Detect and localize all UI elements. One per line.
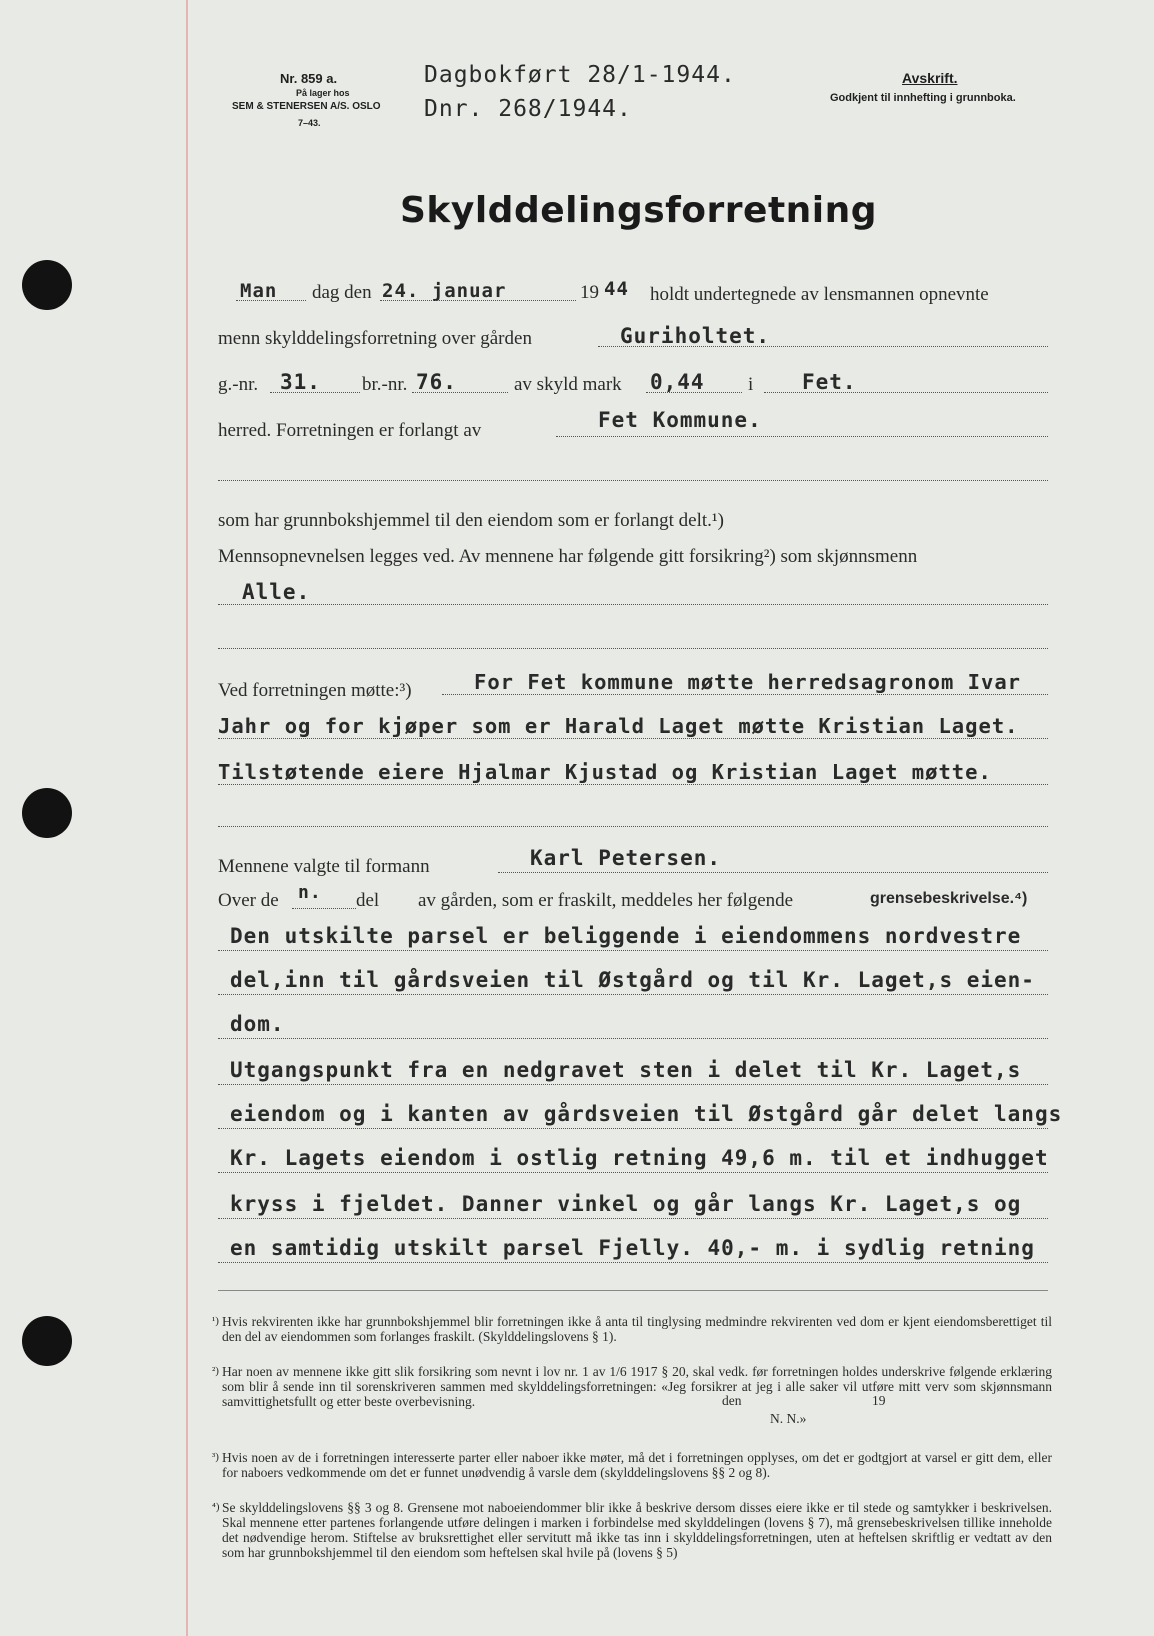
attendance-line-3: Tilstøtende eiere Hjalmar Kjustad og Kristian Laget møtte. <box>218 760 992 784</box>
chairman-label: Mennene valgte til formann <box>218 856 430 877</box>
chairman-line <box>498 872 1048 873</box>
place-value: Fet. <box>802 370 857 394</box>
day-name: Man <box>240 280 278 302</box>
brnr-value: 76. <box>416 370 457 394</box>
line-1-text: holdt undertegnede av lensmannen opnevnte <box>650 284 989 305</box>
line-2-text: menn skylddelingsforretning over gården <box>218 328 532 349</box>
body-rule-5 <box>218 1128 1048 1129</box>
blank-line-2 <box>218 648 1048 649</box>
footnote-2-den: den <box>722 1393 742 1408</box>
footnote-2-text: Har noen av mennene ikke gitt slik forsikring som nevnt i lov nr. 1 av 1/6 1917 § 20, skal vedk. før forretningen holdes underskrive følgende erklæring som blir å sende inn til sorenskriveren sammen med skylddelingsforretningen: «Jeg forsikrer at jeg i alle saker vil utføre mitt verv som skjønnsmann samvittighetsfullt og etter beste overbevisning. <box>222 1364 1052 1409</box>
line-6-text: Mennsopnevnelsen legges ved. Av mennene har følgende gitt forsikring²) som skjønnsmenn <box>218 546 918 567</box>
body-line-7: kryss i fjeldet. Danner vinkel og går langs Kr. Laget,s og <box>230 1192 1022 1216</box>
skyld-line <box>646 392 742 393</box>
footnote-2-year: 19 <box>872 1393 886 1408</box>
body-line-3: dom. <box>230 1012 285 1036</box>
register-stamp-line-2: Dnr. 268/1944. <box>424 96 632 122</box>
register-stamp-line-1: Dagbokført 28/1-1944. <box>424 62 736 88</box>
farm-line <box>598 346 1048 347</box>
footnote-4-number: ⁴) <box>212 1501 220 1513</box>
body-rule-8 <box>218 1262 1048 1263</box>
footnote-1-number: ¹) <box>212 1315 219 1327</box>
footnote-4-text: Se skylddelingslovens §§ 3 og 8. Grensene mot naboeiendommer blir ikke å beskrive dersom disses eiere ikke er til stede og samtykker i beskrivelsen. Skal mennene etter partenes forlangende utføre delingen i marken i forbindelse med skylddelingen (lovens § 7), må grensebeskrivelsen tillike inneholde det nødvendige herom. Stiftelse av bruksrettighet eller servitutt må ikke tas inn i skylddelingsforretningen, uten at heftelsen skriftlig er vedtatt av den som har grunnbokshjemmel til den eiendom som heftelsen skal hvile på (lovens § 5) <box>222 1500 1052 1560</box>
body-rule-4 <box>218 1084 1048 1085</box>
over-de-label: Over de <box>218 890 279 911</box>
body-line-5: eiendom og i kanten av gårdsveien til Østgård går delet langs <box>230 1102 1063 1126</box>
body-rule-6 <box>218 1172 1048 1173</box>
attendance-line-1: For Fet kommune møtte herredsagronom Ivar <box>474 670 1022 694</box>
chairman-name: Karl Petersen. <box>530 846 722 870</box>
day-name-line <box>236 300 306 301</box>
body-rule-3 <box>218 1038 1048 1039</box>
brnr-line <box>412 392 508 393</box>
gnr-line <box>270 392 360 393</box>
body-rule-7 <box>218 1218 1048 1219</box>
place-line <box>764 392 1048 393</box>
body-line-6: Kr. Lagets eiendom i ostlig retning 49,6 m. til et indhugget <box>230 1146 1049 1170</box>
boundary-heading: grensebeskrivelse.⁴) <box>870 890 1028 907</box>
footnote-2 <box>212 1364 1052 1439</box>
assessors-line <box>218 604 1048 605</box>
punch-hole-top <box>22 260 72 310</box>
printer-line-1: På lager hos <box>296 88 350 98</box>
line-12-text: av gården, som er fraskilt, meddeles her følgende <box>418 890 794 911</box>
date-line <box>380 300 576 301</box>
farm-name: Guriholtet. <box>620 324 771 348</box>
footnote-2-number: ²) <box>212 1365 219 1377</box>
footnote-3 <box>212 1450 1052 1480</box>
requester: Fet Kommune. <box>598 408 762 432</box>
footnote-1 <box>212 1314 1052 1344</box>
year-prefix: 19 <box>580 282 599 303</box>
line-4-text: herred. Forretningen er forlangt av <box>218 420 482 441</box>
dag-den-label: dag den <box>312 282 372 303</box>
skyld-value: 0,44 <box>650 370 705 394</box>
approval-note: Godkjent til innhefting i grunnboka. <box>830 92 1016 104</box>
copy-label: Avskrift. <box>902 70 958 86</box>
attendance-label: Ved forretningen møtte:³) <box>218 680 412 701</box>
blank-line-3 <box>218 826 1048 827</box>
blank-line-1 <box>218 480 1048 481</box>
del-label: del <box>356 890 380 911</box>
attendance-rule-1 <box>442 694 1048 695</box>
printer-line-3: 7–43. <box>298 118 321 128</box>
printer-line-2: SEM & STENERSEN A/S. OSLO <box>232 101 381 112</box>
body-line-1: Den utskilte parsel er beliggende i eiendommens nordvestre <box>230 924 1022 948</box>
footnote-2-signature: N. N.» <box>770 1411 807 1426</box>
part-line <box>292 908 356 909</box>
body-line-2: del,inn til gårdsveien til Østgård og til Kr. Laget,s eien- <box>230 968 1035 992</box>
body-line-8: en samtidig utskilt parsel Fjelly. 40,- m. i sydlig retning <box>230 1236 1035 1260</box>
body-rule-2 <box>218 994 1048 995</box>
body-line-4: Utgangspunkt fra en nedgravet sten i delet til Kr. Laget,s <box>230 1058 1022 1082</box>
form-number: Nr. 859 a. <box>280 71 338 86</box>
footnote-1-text: Hvis rekvirenten ikke har grunnbokshjemmel blir forretningen ikke å anta til tinglysing medmindre rekvirenten ved dom er kjent eiendomsberettiget til den del av eiendommen som forlanges fraskilt. (Skylddelingslovens § 1). <box>222 1314 1052 1344</box>
page-title: Skylddelingsforretning <box>400 190 878 231</box>
i-label: i <box>748 374 754 395</box>
line-5-text: som har grunnbokshjemmel til den eiendom som er forlangt delt.¹) <box>218 510 724 531</box>
footnote-3-number: ³) <box>212 1451 219 1463</box>
assessors-value: Alle. <box>242 580 311 604</box>
attendance-rule-2 <box>218 738 1048 739</box>
gnr-label: g.-nr. <box>218 374 259 395</box>
part-number: n. <box>298 882 322 903</box>
attendance-rule-3 <box>218 784 1048 785</box>
skyld-label: av skyld mark <box>514 374 622 395</box>
meeting-year: 44 <box>604 278 629 300</box>
margin-line <box>186 0 188 1636</box>
punch-hole-middle <box>22 788 72 838</box>
brnr-label: br.-nr. <box>362 374 408 395</box>
gnr-value: 31. <box>280 370 321 394</box>
punch-hole-bottom <box>22 1316 72 1366</box>
meeting-date: 24. januar <box>382 280 507 302</box>
body-rule-1 <box>218 950 1048 951</box>
footnote-separator <box>218 1290 1048 1291</box>
requester-line <box>556 436 1048 437</box>
attendance-line-2: Jahr og for kjøper som er Harald Laget møtte Kristian Laget. <box>218 714 1019 738</box>
footnote-3-text: Hvis noen av de i forretningen interesserte parter eller naboer ikke møter, må det i forretningen opplyses, om det er godtgjort at varsel er gitt dem, eller for naboers vedkommende om det er funnet unødvendig å varsle dem (skylddelingslovens §§ 2 og 8). <box>222 1450 1052 1480</box>
footnote-4 <box>212 1500 1052 1560</box>
